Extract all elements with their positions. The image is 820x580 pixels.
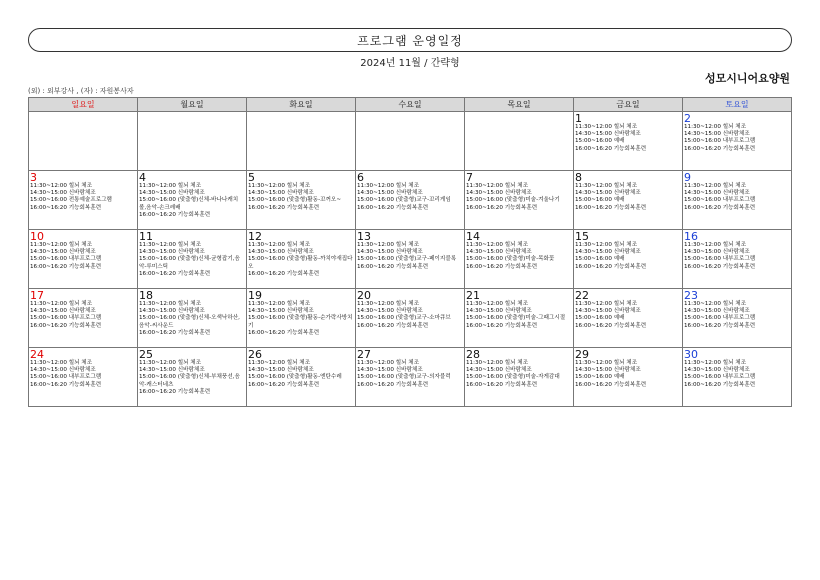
day-schedule: 11:30~12:00 힐뇌 체조 14:30~15:00 신바람체조 15:00~16:00 (맞춤형)미술-그때그시절 16:00~16:20 기능회복훈련 <box>466 301 566 329</box>
day-cell <box>247 289 356 348</box>
day-schedule: 11:30~12:00 힐뇌 체조 14:30~15:00 신바람체조 15:00~16:00 (맞춤형)교구-꼬리게임 16:00~16:20 기능회복훈련 <box>357 183 451 211</box>
day-cell <box>138 348 247 407</box>
week-row <box>29 348 792 407</box>
day-cell <box>247 171 356 230</box>
day-cell <box>356 171 465 230</box>
calendar-body <box>29 112 792 407</box>
day-number: 26 <box>248 348 262 361</box>
day-cell <box>356 112 465 171</box>
day-schedule: 11:30~12:00 힐뇌 체조 14:30~15:00 신바람체조 15:00~16:00 전통예술프로그램 16:00~16:20 기능회복훈련 <box>30 183 112 211</box>
day-number: 1 <box>575 112 582 125</box>
day-schedule: 11:30~12:00 힐뇌 체조 14:30~15:00 신바람체조 15:00~16:00 내부프로그램 16:00~16:20 기능회복훈련 <box>684 301 756 329</box>
title-box <box>28 28 792 52</box>
day-schedule: 11:30~12:00 힐뇌 체조 14:30~15:00 신바람체조 15:00~16:00 예배 16:00~16:20 기능회복훈련 <box>575 242 647 270</box>
day-number: 2 <box>684 112 691 125</box>
day-cell <box>683 348 792 407</box>
day-schedule: 11:30~12:00 힐뇌 체조 14:30~15:00 신바람체조 15:00~16:00 (맞춤형)교구-페이지블록 16:00~16:20 기능회복훈련 <box>357 242 457 270</box>
day-cell <box>29 171 138 230</box>
day-cell <box>29 112 138 171</box>
day-schedule: 11:30~12:00 힐뇌 체조 14:30~15:00 신바람체조 15:00~16:00 (맞춤형)미술-자게감대 16:00~16:20 기능회복훈련 <box>466 360 560 388</box>
day-cell <box>683 289 792 348</box>
week-row <box>29 289 792 348</box>
day-cell <box>356 230 465 289</box>
day-number: 19 <box>248 289 262 302</box>
day-number: 14 <box>466 230 480 243</box>
day-schedule: 11:30~12:00 힐뇌 체조 14:30~15:00 신바람체조 15:00~16:00 예배 16:00~16:20 기능회복훈련 <box>575 183 647 211</box>
day-number: 20 <box>357 289 371 302</box>
day-number: 17 <box>30 289 44 302</box>
day-number: 12 <box>248 230 262 243</box>
day-number: 25 <box>139 348 153 361</box>
day-cell <box>356 289 465 348</box>
day-schedule: 11:30~12:00 힐뇌 체조 14:30~15:00 신바람체조 15:00~16:00 (맞춤형)활동-엔탄수레 16:00~16:20 기능회복훈련 <box>248 360 342 388</box>
day-number: 9 <box>684 171 691 184</box>
day-schedule: 11:30~12:00 힐뇌 체조 14:30~15:00 신바람체조 15:00~16:00 예배 16:00~16:20 기능회복훈련 <box>575 124 647 152</box>
day-number: 7 <box>466 171 473 184</box>
day-schedule: 11:30~12:00 힐뇌 체조 14:30~15:00 신바람체조 15:00~16:00 (맞춤형)미술-목화꽃 16:00~16:20 기능회복훈련 <box>466 242 555 270</box>
day-schedule: 11:30~12:00 힐뇌 체조 14:30~15:00 신바람체조 15:00~16:00 예배 16:00~16:20 기능회복훈련 <box>575 301 647 329</box>
day-cell <box>29 289 138 348</box>
day-cell <box>465 112 574 171</box>
day-schedule: 11:30~12:00 힐뇌 체조 14:30~15:00 신바람체조 15:00~16:00 내부프로그램 16:00~16:20 기능회복훈련 <box>684 242 756 270</box>
day-cell <box>574 112 683 171</box>
day-cell <box>465 348 574 407</box>
day-number: 30 <box>684 348 698 361</box>
day-cell <box>465 230 574 289</box>
day-cell <box>683 230 792 289</box>
day-schedule: 11:30~12:00 힐뇌 체조 14:30~15:00 신바람체조 15:00~16:00 (맞춤형)신체-부채풍선,음악-캐스터네츠 16:00~16:20 기능회복훈련 <box>139 360 240 395</box>
day-number: 13 <box>357 230 371 243</box>
day-schedule: 11:30~12:00 힐뇌 체조 14:30~15:00 신바람체조 15:00~16:00 내부프로그램 16:00~16:20 기능회복훈련 <box>30 360 102 388</box>
day-cell <box>574 289 683 348</box>
day-cell <box>138 289 247 348</box>
day-number: 10 <box>30 230 44 243</box>
day-number: 24 <box>30 348 44 361</box>
day-cell <box>574 348 683 407</box>
weekday-header-thursday: 목요일 <box>465 98 574 112</box>
day-cell <box>247 112 356 171</box>
day-cell <box>138 230 247 289</box>
week-row <box>29 171 792 230</box>
day-number: 15 <box>575 230 589 243</box>
week-row <box>29 112 792 171</box>
day-number: 11 <box>139 230 153 243</box>
day-schedule: 11:30~12:00 힐뇌 체조 14:30~15:00 신바람체조 15:00~16:00 (맞춤형)활동-순가락사방치기 16:00~16:20 기능회복훈련 <box>248 301 353 336</box>
day-cell <box>247 230 356 289</box>
page-title: 프로그램 운영일정 <box>357 33 463 48</box>
day-cell <box>29 230 138 289</box>
organization-name: 성모시니어요양원 <box>704 72 790 85</box>
day-cell <box>574 230 683 289</box>
day-cell <box>465 289 574 348</box>
weekday-header-saturday: 토요일 <box>683 98 792 112</box>
day-cell <box>356 348 465 407</box>
day-schedule: 11:30~12:00 힐뇌 체조 14:30~15:00 신바람체조 15:00~16:00 (맞춤형)신체-균형잡기,음악-루미스틱 16:00~16:20 기능회복훈련 <box>139 242 240 277</box>
calendar-table <box>28 97 792 407</box>
day-cell <box>29 348 138 407</box>
day-number: 4 <box>139 171 146 184</box>
weekday-header-row <box>29 98 792 112</box>
legend-note: (외) : 외부강사 , (자) : 자원봉사자 <box>28 87 134 95</box>
day-cell <box>683 171 792 230</box>
day-schedule: 11:30~12:00 힐뇌 체조 14:30~15:00 신바람체조 15:00~16:00 예배 16:00~16:20 기능회복훈련 <box>575 360 647 388</box>
weekday-header-friday: 금요일 <box>574 98 683 112</box>
day-schedule: 11:30~12:00 힐뇌 체조 14:30~15:00 신바람체조 15:00~16:00 (맞춤형)활동-까치야새집다오 16:00~16:20 기능회복훈련 <box>248 242 353 277</box>
day-cell <box>683 112 792 171</box>
day-number: 5 <box>248 171 255 184</box>
day-schedule: 11:30~12:00 힐뇌 체조 14:30~15:00 신바람체조 15:00~16:00 (맞춤형)교구-소마큐브 16:00~16:20 기능회복훈련 <box>357 301 451 329</box>
weekday-header-wednesday: 수요일 <box>356 98 465 112</box>
day-number: 16 <box>684 230 698 243</box>
day-number: 18 <box>139 289 153 302</box>
day-cell <box>465 171 574 230</box>
day-schedule: 11:30~12:00 힐뇌 체조 14:30~15:00 신바람체조 15:00~16:00 (맞춤형)활동-꼬꺼오~ 16:00~16:20 기능회복훈련 <box>248 183 342 211</box>
weekday-header-sunday: 일요일 <box>29 98 138 112</box>
day-schedule: 11:30~12:00 힐뇌 체조 14:30~15:00 신바람체조 15:00~16:00 (맞춤형)신체-바나나캐치볼,음악-손크레배 16:00~16:20 기능회복훈련 <box>139 183 239 218</box>
day-number: 29 <box>575 348 589 361</box>
day-schedule: 11:30~12:00 힐뇌 체조 14:30~15:00 신바람체조 15:00~16:00 내부프로그램 16:00~16:20 기능회복훈련 <box>30 301 102 329</box>
page-subtitle: 2024년 11월 / 간략형 <box>360 58 460 69</box>
day-number: 23 <box>684 289 698 302</box>
weekday-header-monday: 월요일 <box>138 98 247 112</box>
day-schedule: 11:30~12:00 힐뇌 체조 14:30~15:00 신바람체조 15:00~16:00 내부프로그램 16:00~16:20 기능회복훈련 <box>684 183 756 211</box>
week-row <box>29 230 792 289</box>
day-number: 22 <box>575 289 589 302</box>
day-schedule: 11:30~12:00 힐뇌 체조 14:30~15:00 신바람체조 15:00~16:00 (맞춤형)교구-의자블럭 16:00~16:20 기능회복훈련 <box>357 360 451 388</box>
day-schedule: 11:30~12:00 힐뇌 체조 14:30~15:00 신바람체조 15:00~16:00 내부프로그램 16:00~16:20 기능회복훈련 <box>684 360 756 388</box>
day-schedule: 11:30~12:00 힐뇌 체조 14:30~15:00 신바람체조 15:00~16:00 내부프로그램 16:00~16:20 기능회복훈련 <box>30 242 102 270</box>
weekday-header-tuesday: 화요일 <box>247 98 356 112</box>
day-number: 6 <box>357 171 364 184</box>
day-cell <box>574 171 683 230</box>
day-schedule: 11:30~12:00 힐뇌 체조 14:30~15:00 신바람체조 15:00~16:00 내부프로그램 16:00~16:20 기능회복훈련 <box>684 124 756 152</box>
day-cell <box>138 171 247 230</box>
day-schedule: 11:30~12:00 힐뇌 체조 14:30~15:00 신바람체조 15:00~16:00 (맞춤형)신체-오색낙하산,음악-씨사운드 16:00~16:20 기능회복훈련 <box>139 301 240 336</box>
day-number: 28 <box>466 348 480 361</box>
day-cell <box>247 348 356 407</box>
day-number: 27 <box>357 348 371 361</box>
day-schedule: 11:30~12:00 힐뇌 체조 14:30~15:00 신바람체조 15:00~16:00 (맞춤형)미술-겨울나기 16:00~16:20 기능회복훈련 <box>466 183 560 211</box>
day-cell <box>138 112 247 171</box>
day-number: 21 <box>466 289 480 302</box>
day-number: 3 <box>30 171 37 184</box>
day-number: 8 <box>575 171 582 184</box>
